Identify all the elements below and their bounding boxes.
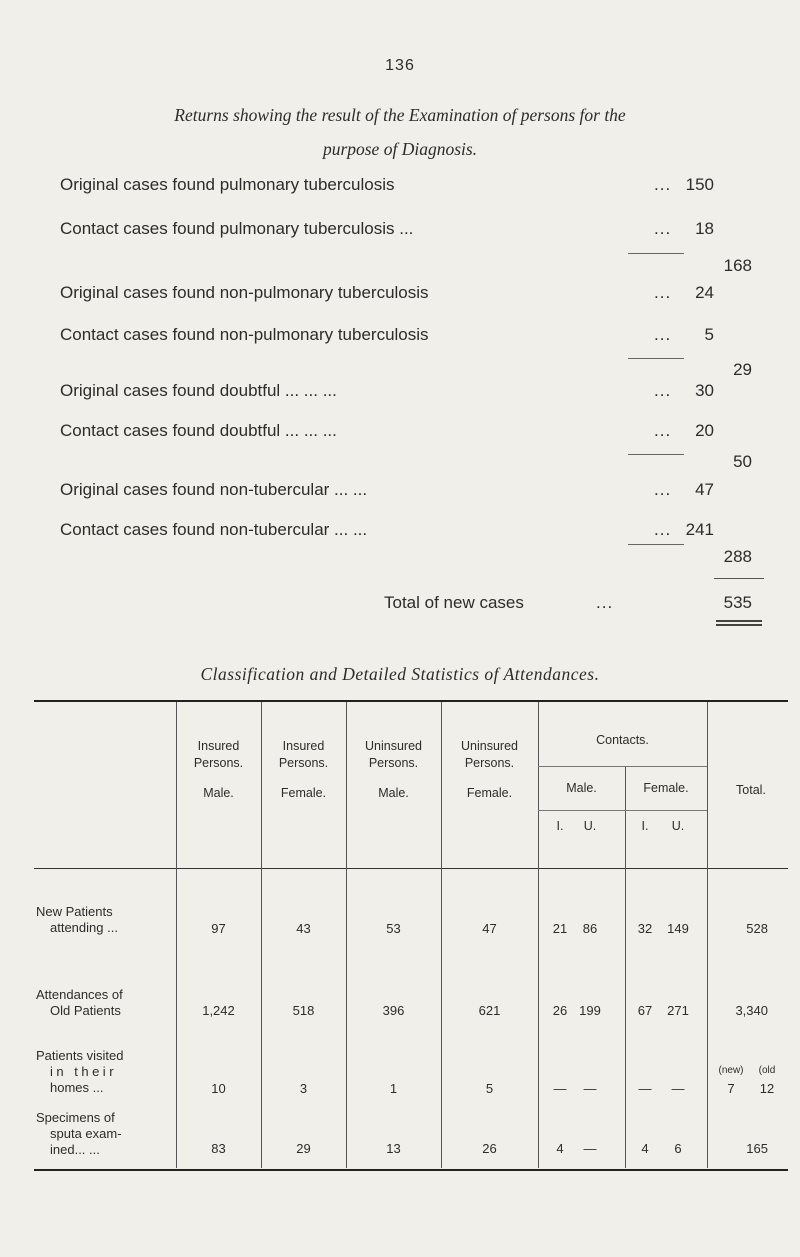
row-value: 18: [695, 219, 714, 238]
table-cell: 1,242: [202, 1003, 235, 1018]
table-cell: 621: [478, 1003, 501, 1018]
title-line-1: Returns showing the result of the Examination of persons for the: [174, 105, 626, 125]
subtotal-rule: [628, 544, 684, 545]
document-title: [60, 98, 740, 166]
table-cell: —: [583, 1141, 597, 1156]
row-value: 47: [695, 480, 714, 499]
table-cell: —: [638, 1081, 652, 1096]
table-cell-total: 165: [746, 1141, 768, 1156]
table-cell: 32: [637, 921, 653, 936]
row-label-line: homes ...: [50, 1080, 104, 1095]
table-cell: 10: [211, 1081, 226, 1096]
table-cell: 4: [641, 1141, 649, 1156]
total-label: Total of new cases: [384, 593, 524, 612]
leader-dots: ...: [654, 219, 672, 238]
table-cell: 21: [552, 921, 568, 936]
row-label-line: in their: [50, 1064, 118, 1079]
subtotal-value: 168: [723, 256, 752, 275]
table-cell: 518: [292, 1003, 315, 1018]
leader-dots: ...: [654, 175, 672, 194]
row-value: 20: [695, 421, 714, 440]
table-cell: 97: [211, 921, 226, 936]
classification-title: Classification and Detailed Statistics of Attendances.: [200, 664, 600, 684]
total-rule: [714, 578, 764, 579]
row-label: [36, 987, 171, 1019]
header-text: Male.: [378, 786, 409, 800]
leader-dots: ...: [654, 421, 672, 440]
header-contacts-female-u: U.: [671, 819, 685, 833]
row-value: 30: [695, 381, 714, 400]
row-label: [36, 1048, 171, 1096]
diagnosis-row: [60, 325, 760, 351]
table-cell: 43: [296, 921, 311, 936]
row-label-line: ined... ...: [50, 1142, 100, 1157]
subtotal-rule: [628, 253, 684, 254]
row-label-line: Specimens of: [36, 1110, 115, 1125]
header-contacts-male-i: I.: [556, 819, 564, 833]
row-label-line: New Patients: [36, 904, 113, 919]
row-value: 150: [685, 175, 714, 194]
row-value: 241: [685, 520, 714, 539]
table-cell: 26: [552, 1003, 568, 1018]
table-cell: 6: [674, 1141, 682, 1156]
header-text: Persons.: [368, 756, 419, 770]
leader-dots: ...: [654, 325, 672, 344]
header-text: Persons.: [464, 756, 515, 770]
table-cell: 53: [386, 921, 401, 936]
table-cell: 67: [637, 1003, 653, 1018]
subtotal-rule: [628, 454, 684, 455]
page-number: 136: [385, 57, 415, 74]
row-label-line: Attendances of: [36, 987, 123, 1002]
column-rule: [538, 702, 539, 1168]
header-text: Insured: [282, 739, 325, 753]
diagnosis-row: [60, 175, 760, 201]
subtotal-value: 288: [723, 547, 752, 566]
table-cell: 29: [296, 1141, 311, 1156]
header-text: Male.: [203, 786, 234, 800]
total-old-label: (old: [758, 1065, 776, 1076]
table-header-rule: [34, 868, 788, 869]
table-cell-total: 3,340: [735, 1003, 768, 1018]
row-label-line: Old Patients: [50, 1003, 121, 1018]
row-label: Contact cases found doubtful ... ... ...: [60, 421, 337, 440]
row-label: [36, 904, 171, 936]
header-uninsured-female: [441, 738, 538, 802]
row-value: 24: [695, 283, 714, 302]
total-old-value: 12: [759, 1081, 775, 1096]
header-text: Female.: [280, 786, 327, 800]
table-bottom-rule: [34, 1169, 788, 1171]
row-label: Original cases found pulmonary tuberculosis: [60, 175, 395, 194]
title-line-2: purpose of Diagnosis.: [322, 139, 478, 159]
header-text: Persons.: [278, 756, 329, 770]
leader-dots: ...: [654, 520, 672, 539]
table-cell: —: [553, 1081, 567, 1096]
leader-dots: ...: [654, 283, 672, 302]
row-label: Contact cases found non-pulmonary tuberculosis: [60, 325, 429, 344]
total-double-rule: [716, 624, 762, 626]
table-cell: 86: [582, 921, 598, 936]
leader-dots: ...: [654, 480, 672, 499]
table-cell: 83: [211, 1141, 226, 1156]
header-insured-male: [176, 738, 261, 802]
table-cell: 5: [485, 1081, 494, 1096]
table-cell-total: 528: [746, 921, 768, 936]
row-label-line: sputa exam-: [50, 1126, 122, 1141]
table-cell: 199: [579, 1003, 601, 1018]
table-cell: —: [583, 1081, 597, 1096]
column-rule: [707, 702, 708, 1168]
table-cell: 47: [482, 921, 497, 936]
diagnosis-row: [60, 520, 760, 546]
row-label: Contact cases found pulmonary tuberculosis ...: [60, 219, 414, 238]
leader-dots: ...: [654, 381, 672, 400]
header-insured-female: [261, 738, 346, 802]
row-label: Original cases found doubtful ... ... ...: [60, 381, 337, 400]
row-label: Original cases found non-pulmonary tuberculosis: [60, 283, 429, 302]
header-total: Total.: [736, 783, 766, 797]
header-text: Uninsured: [461, 739, 518, 753]
row-value: 5: [704, 325, 714, 344]
header-text: Insured: [197, 739, 240, 753]
subtotal-rule: [628, 358, 684, 359]
diagnosis-row: [60, 480, 760, 506]
diagnosis-row: [60, 283, 760, 309]
total-value: 535: [723, 593, 752, 612]
header-text: Uninsured: [365, 739, 422, 753]
table-cell: 149: [667, 921, 689, 936]
row-label-line: Patients visited: [36, 1048, 124, 1063]
total-new-value: 7: [727, 1081, 735, 1096]
row-label: [36, 1110, 171, 1158]
header-uninsured-male: [346, 738, 441, 802]
diagnosis-row: [60, 219, 760, 245]
table-cell: 4: [556, 1141, 564, 1156]
diagnosis-row: [60, 381, 760, 407]
table-cell: 3: [299, 1081, 308, 1096]
header-contacts-female: Female.: [643, 781, 689, 795]
table-cell: 271: [667, 1003, 689, 1018]
table-cell: 396: [382, 1003, 405, 1018]
table-cell: —: [671, 1081, 685, 1096]
header-text: Persons.: [193, 756, 244, 770]
table-cell: 26: [482, 1141, 497, 1156]
subtotal-value: 50: [733, 452, 752, 471]
header-contacts-male: Male.: [566, 781, 597, 795]
contacts-rule: [538, 766, 707, 767]
leader-dots: ...: [596, 593, 614, 612]
header-contacts-male-u: U.: [583, 819, 597, 833]
diagnosis-row: [60, 421, 760, 447]
header-contacts: Contacts.: [596, 733, 649, 747]
header-text: Female.: [466, 786, 513, 800]
column-rule: [625, 766, 626, 1168]
subtotal-value: 29: [733, 360, 752, 379]
row-label-line: attending ...: [50, 920, 118, 935]
table-cell: 1: [389, 1081, 398, 1096]
row-label: Original cases found non-tubercular ... ...: [60, 480, 368, 499]
header-contacts-female-i: I.: [641, 819, 649, 833]
contacts-sub-rule: [538, 810, 707, 811]
row-label: Contact cases found non-tubercular ... ...: [60, 520, 368, 539]
table-cell: 13: [386, 1141, 401, 1156]
total-new-label: (new): [718, 1065, 744, 1076]
total-double-rule: [716, 620, 762, 622]
table-top-rule: [34, 700, 788, 702]
